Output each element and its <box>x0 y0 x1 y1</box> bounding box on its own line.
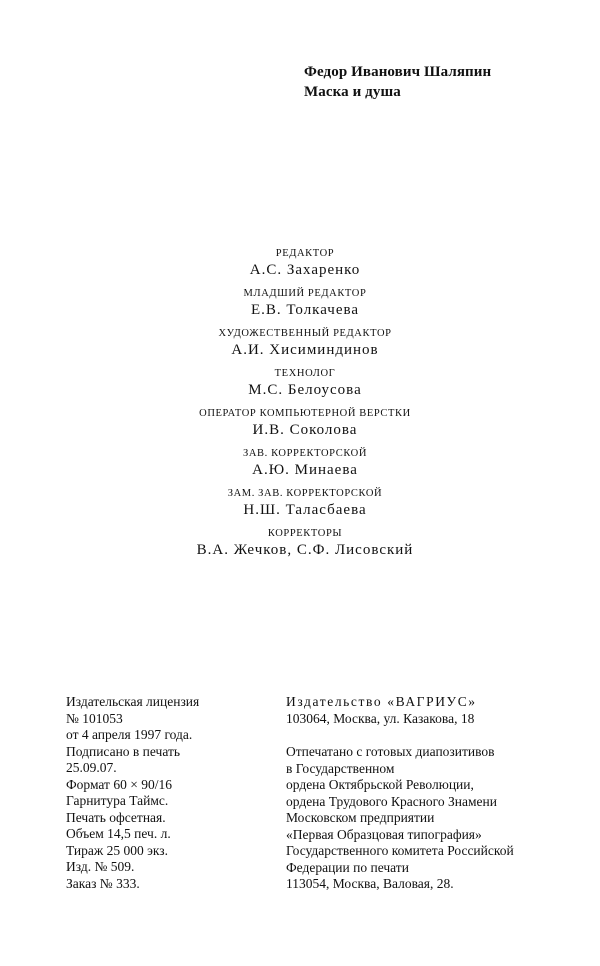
credit-role: КОРРЕКТОРЫ <box>267 528 343 539</box>
credits-list <box>100 247 510 561</box>
print-method: Печать офсетная. <box>66 809 166 825</box>
license-date: от 4 апреля 1997 года. <box>66 727 193 742</box>
printer-line: Государственного комитета Российской <box>286 843 514 858</box>
credit-block <box>100 247 510 281</box>
credit-role: ЗАМ. ЗАВ. КОРРЕКТОРСКОЙ <box>227 488 383 499</box>
credit-role: ТЕХНОЛОГ <box>274 368 336 379</box>
credit-name: А.Ю. Минаева <box>252 462 358 478</box>
signed-to-print-date: 25.09.07. <box>66 760 117 775</box>
format: Формат 60 × 90/16 <box>66 776 172 792</box>
credit-role: ЗАВ. КОРРЕКТОРСКОЙ <box>242 448 368 459</box>
credit-name: М.С. Белоусова <box>248 382 362 398</box>
typeface: Гарнитура Таймс. <box>66 793 169 808</box>
credit-name: А.И. Хисиминдинов <box>231 342 379 358</box>
credit-name: В.А. Жечков, С.Ф. Лисовский <box>196 542 414 558</box>
credit-block <box>100 367 510 401</box>
license-number: № 101053 <box>66 710 123 726</box>
print-run: Тираж 25 000 экз. <box>66 842 168 858</box>
printer-line: Федерации по печати <box>286 859 409 875</box>
credit-role: РЕДАКТОР <box>275 248 335 259</box>
credit-block <box>100 447 510 481</box>
book-header <box>304 62 584 102</box>
printer-address: 113054, Москва, Валовая, 28. <box>286 876 454 891</box>
credit-role: ОПЕРАТОР КОМПЬЮТЕРНОЙ ВЕРСТКИ <box>199 408 411 419</box>
publisher-name: Издательство «ВАГРИУС» <box>286 694 477 709</box>
credit-name: И.В. Соколова <box>252 422 358 438</box>
publishing-details <box>66 694 286 892</box>
credit-block <box>100 287 510 321</box>
credit-name: А.С. Захаренко <box>249 262 361 278</box>
author-name: Федор Иванович Шаляпин <box>304 64 492 80</box>
spacer <box>286 727 586 744</box>
edition-number: Изд. № 509. <box>66 859 135 874</box>
publisher-address: 103064, Москва, ул. Казакова, 18 <box>286 710 475 726</box>
license-label: Издательская лицензия <box>66 694 200 709</box>
credit-block <box>100 407 510 441</box>
credit-name: Н.Ш. Таласбаева <box>243 502 367 518</box>
book-title: Маска и душа <box>304 84 401 100</box>
signed-to-print-label: Подписано в печать <box>66 743 181 759</box>
credit-role: ХУДОЖЕСТВЕННЫЙ РЕДАКТОР <box>218 328 392 339</box>
printer-line: Отпечатано с готовых диапозитивов <box>286 744 495 759</box>
printer-line: в Государственном <box>286 760 395 776</box>
credit-block <box>100 527 510 561</box>
order-number: Заказ № 333. <box>66 875 140 891</box>
credit-block <box>100 487 510 521</box>
printer-line: Московском предприятии <box>286 810 435 825</box>
publisher-and-printer <box>286 694 586 893</box>
printer-line: ордена Трудового Красного Знамени <box>286 793 497 809</box>
credit-name: Е.В. Толкачева <box>250 302 360 318</box>
credit-block <box>100 327 510 361</box>
printer-line: «Первая Образцовая типография» <box>286 826 482 842</box>
volume: Объем 14,5 печ. л. <box>66 826 171 841</box>
credit-role: МЛАДШИЙ РЕДАКТОР <box>243 288 367 299</box>
printer-line: ордена Октябрьской Революции, <box>286 777 474 792</box>
